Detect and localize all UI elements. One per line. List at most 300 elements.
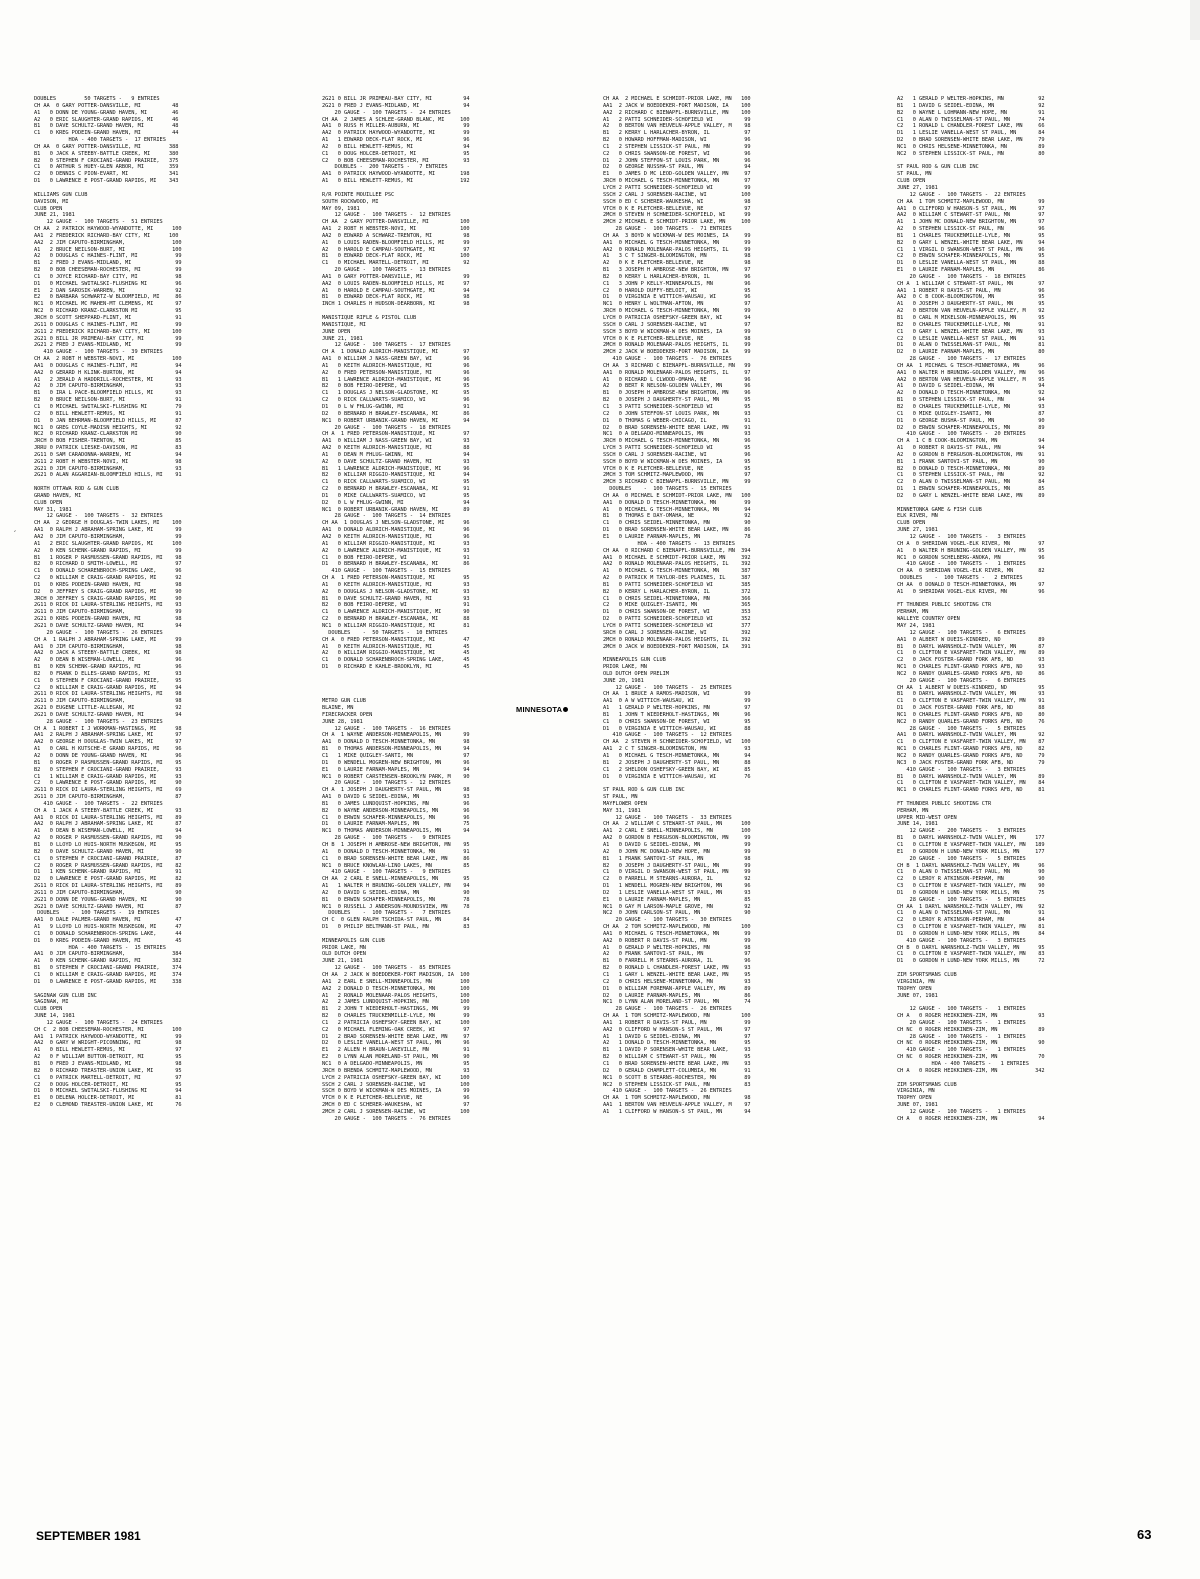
result-line: D1 0 JAN BEHRMAN-BLOOMFIELD HILLS, MI 87 bbox=[34, 417, 182, 424]
result-line: CH AA 2 JACK W BOEDDEKER-FORT MADISON, IA 100 bbox=[322, 972, 470, 978]
result-line: A2 0 K E PLETCHER-BELLEVUE, NE 98 bbox=[603, 260, 751, 267]
result-line: C1 0 WILLIAM E CRAIG-GRAND RAPIDS, MI 374 bbox=[34, 972, 182, 978]
results-column-3 bbox=[603, 96, 873, 1536]
result-line: C2 0 RICK CALLWARTS-SUAMICO, WI 96 bbox=[322, 397, 470, 404]
result-line: A1 0 DONN DE YOUNG-GRAND HAVEN, MI 46 bbox=[34, 109, 179, 116]
result-line: AA1 0 DONALD D TESCH-MINNETONKA, MN 99 bbox=[603, 499, 751, 506]
result-line: FIRECRACKER OPEN bbox=[322, 711, 373, 718]
result-line: FT THUNDER PUBLIC SHOOTING CTR bbox=[897, 800, 992, 807]
result-line: 28 GAUGE - 100 TARGETS - 26 ENTRIES bbox=[603, 1006, 732, 1013]
result-line: JRCH 0 MICHAEL G TESCH-MINNETONKA, MN 97 bbox=[603, 178, 751, 185]
result-line: A1 0 DAVID G SEIDEL-EDINA, MN 94 bbox=[897, 383, 1045, 390]
state-tag-label: MINNESOTA bbox=[516, 705, 563, 714]
result-line: B1 0 DARYL WARNSHOLZ-TWIN VALLEY, MN 87 bbox=[897, 643, 1045, 650]
result-line: B1 1 DAVID P SORENSEN-WHITE BEAR LAKE, 93 bbox=[603, 1047, 751, 1054]
result-line: NC1 0 MICHAEL MC MAHEN-MT CLEMENS, MI 97 bbox=[34, 301, 182, 308]
result-line: TROPHY OPEN bbox=[897, 985, 932, 992]
result-line: PRIOR LAKE, MN bbox=[322, 944, 366, 951]
result-line: B1 3 JOSEPH H AMBROSE-NEW BRIGHTON, MN 97 bbox=[603, 267, 751, 274]
result-line: CH AA 0 SHERIDAN VOGEL-ELK RIVER, MN 82 bbox=[897, 568, 1045, 575]
result-line bbox=[897, 999, 1167, 1006]
result-line: B1 0 JOSEPH H AMBROSE-NEW BRIGHTON, MN 96 bbox=[603, 390, 751, 397]
result-line: CH B 1 DARYL WARNSHOLZ-TWIN VALLEY, MN 96 bbox=[897, 862, 1045, 869]
result-line: CH A 1 C B COOK-BLOOMINGTON, MN 94 bbox=[897, 438, 1045, 445]
result-line: 2G21 0 KREG PODEIN-GRAND HAVEN, MI 98 bbox=[34, 616, 182, 623]
result-line: NC1 0 GORDON SCHELBERG-ANOKA, MN 96 bbox=[897, 554, 1045, 561]
result-line: AA1 2 FREDERICK RICHARD-BAY CITY, MI 100 bbox=[34, 232, 179, 239]
result-line: B2 0 BOB FEIRO-DEPERE, WI 95 bbox=[322, 383, 470, 390]
result-line: AA1 0 WILLIAM J NASS-GREEN BAY, WI 96 bbox=[322, 356, 470, 363]
result-line: SSCH 0 CARL J SORENSEN-RACINE, WI 96 bbox=[603, 451, 751, 458]
result-line: 20 GAUGE - 100 TARGETS - 13 ENTRIES bbox=[322, 267, 451, 274]
result-line: 2G11 0 RICK DI LAURA-STERLING HEIGHTS, MI 98 bbox=[34, 691, 182, 698]
result-line: ST PAUL, MN bbox=[897, 171, 932, 178]
result-line: C1 0 ALAN O TWISSELMAN-ST PAUL, MN 90 bbox=[897, 869, 1045, 876]
result-line bbox=[322, 685, 592, 692]
result-line: CH AA 2 TOM SCHMITZ-MAPLEWOOD, MN 100 bbox=[603, 924, 751, 931]
result-line: D1 0 VIRGINIA E WITTICH-WAUSAU, WI 96 bbox=[603, 294, 751, 301]
result-line: BLAINE, MN bbox=[322, 705, 354, 712]
result-line: NC1 0 A DELGADO-MINNEAPOLIS, MN 95 bbox=[322, 1060, 470, 1067]
result-line: D1 0 GORDON H LUND-NEW YORK MILLS, MN 75 bbox=[897, 889, 1045, 896]
result-line: AA1 0 MICHAEL G TESCH-MINNETONKA, MN 99 bbox=[603, 930, 751, 937]
result-line: JUNE 14, 1981 bbox=[897, 821, 938, 828]
result-line: A2 0 WILLIAM RIGGIO-MANISTIQUE, MI 45 bbox=[322, 650, 470, 657]
result-line: B1 0 EDWARD DECK-FLAT ROCK, MI 98 bbox=[322, 294, 470, 301]
result-line: B1 0 DAVE SCHULTZ-GRAND HAVEN, MI 93 bbox=[322, 595, 470, 602]
result-line: 20 GAUGE - 100 TARGETS - 30 ENTRIES bbox=[603, 917, 732, 924]
result-line: C2 0 ALAN O TWISSELMAN-ST PAUL, MN 84 bbox=[897, 479, 1045, 486]
result-line: A2 0 ERIC SLAUGHTER-GRAND RAPIDS, MI 46 bbox=[34, 116, 179, 123]
result-line: D1 0 BRAD SORENSEN-WHITE BEAR LAKE, MN 86 bbox=[603, 527, 751, 534]
result-line: C1 0 GARY L WENZEL-WHITE BEAR LAKE, MN 93 bbox=[897, 328, 1045, 335]
result-line: B1 2 KERRY L HARLACHER-BYRON, IL 97 bbox=[603, 130, 751, 137]
result-line: B1 0 LLOYD LO HUIS-NORTH MUSKEGON, MI 95 bbox=[34, 841, 182, 848]
result-line: MINNEAPOLIS GUN CLUB bbox=[603, 657, 666, 664]
result-line: 28 GAUGE - 100 TARGETS - 5 ENTRIES bbox=[897, 725, 1026, 732]
result-line: A1 0 HAROLD E CAMPAU-SOUTHGATE, MI 94 bbox=[322, 287, 470, 294]
result-line: NC1 0 ROBERT URBANIK-GRAND HAVEN, MI 89 bbox=[322, 506, 470, 513]
result-line: PERHAM, MN bbox=[897, 807, 929, 814]
result-line: A1 0 WALTER H BRUNING-GOLDEN VALLEY, MN 95 bbox=[897, 547, 1045, 554]
result-line: AA1 2 CARL E SNELL-MINNEAPOLIS, MN 100 bbox=[603, 828, 751, 835]
result-line: CH A 0 SHERIDAN VOGEL-ELK RIVER, MN 97 bbox=[897, 540, 1045, 547]
result-line: ST PAUL, MN bbox=[603, 794, 638, 801]
result-line: 2G21 0 DAVE SCHULTZ-GRAND HAVEN, MI 94 bbox=[34, 622, 182, 629]
result-line: A2 0 FRANK SANTOVI-ST PAUL, MN 97 bbox=[603, 951, 751, 958]
result-line: 28 GAUGE - 100 TARGETS - 71 ENTRIES bbox=[603, 226, 732, 233]
result-line: B2 0 CHARLES TRUCKENMILLE-LYLE, MN 93 bbox=[897, 403, 1045, 410]
result-line bbox=[897, 794, 1167, 801]
result-line: B2 0 KERRY L HARLACHER-BYRON, IL 372 bbox=[603, 588, 751, 595]
result-line: AA1 2 RALPH J ABRAHAM-SPRING LAKE, MI 97 bbox=[34, 732, 182, 739]
result-line: A2 0 KEN SCHENK-GRAND RAPIDS, MI 99 bbox=[34, 547, 182, 554]
result-line: AA2 0 KEITH ALDRICH-MANISTIQUE, MI 96 bbox=[322, 534, 470, 540]
result-line: C2 0 CHRIS HELSENE-MINNETONKA, MN 93 bbox=[603, 978, 751, 985]
result-line bbox=[603, 780, 873, 787]
result-line: CH AA 2 GARY POTTER-DANSVILLE, MI 100 bbox=[322, 219, 470, 226]
result-line: AA2 0 PATRICK HAYWOOD-WYANDOTTE, MI 99 bbox=[322, 130, 470, 137]
result-line: 12 GAUGE - 100 TARGETS - 51 ENTRIES bbox=[34, 219, 163, 226]
result-line: JUNE 28, 1981 bbox=[322, 718, 363, 725]
result-line: NC2 0 RICHARD KRANZ-CLARKSTON MI 95 bbox=[34, 308, 182, 315]
result-line: NC1 0 CHARLES FLINT-GRAND FORKS AFB, ND 81 bbox=[897, 787, 1045, 794]
result-line: VTCH 0 K E PLETCHER-BELLEVUE, NE 96 bbox=[322, 1095, 470, 1102]
result-line: B1 0 DAVE SCHULTZ-GRAND HAVEN, MI 48 bbox=[34, 123, 179, 130]
result-line: LYCH 0 PATRICIA OSHEFSKY-GREEN BAY, WI 94 bbox=[603, 315, 751, 321]
result-line: JUNE 07, 1981 bbox=[897, 992, 938, 999]
result-line: A2 0 DEAN B WISEMAN-LOWELL, MI 96 bbox=[34, 657, 182, 664]
result-line: HOA - 400 TARGETS - 15 ENTRIES bbox=[34, 944, 166, 951]
result-line: B2 0 JOSEPH J DAUGHERTY-ST PAUL, MN 99 bbox=[603, 862, 751, 869]
result-line: D1 0 WENDELL MOGREN-NEW BRIGHTON, MN 96 bbox=[322, 759, 470, 766]
result-line: JRCH 0 MICHAEL G TESCH-MINNETONKA, MN 99 bbox=[603, 308, 751, 315]
results-column-4 bbox=[897, 96, 1167, 1536]
result-line: NC1 0 THOMAS ANDERSON-MINNEAPOLIS, MN 94 bbox=[322, 828, 470, 835]
result-line: 28 GAUGE - 100 TARGETS - 5 ENTRIES bbox=[897, 896, 1026, 903]
result-line: 2MCH 2 CARL J SORENSEN-RACINE, WI 100 bbox=[322, 1108, 470, 1115]
result-line: 2G21 0 DAVE SCHULTZ-GRAND HAVEN, MI 94 bbox=[34, 711, 182, 718]
result-line: 12 GAUGE - 100 TARGETS - 1 ENTRIES bbox=[897, 1006, 1026, 1013]
result-line: 2MCH 0 RONALD MOLENAAR-PALOS HEIGHTS, IL 392 bbox=[603, 636, 751, 643]
result-line: AA2 2 JIM CAPUTO-BIRMINGHAM, 100 bbox=[34, 239, 182, 246]
result-line: B2 0 WAYNE ANDERSON-MINNEAPOLIS, MN 96 bbox=[322, 807, 470, 814]
result-line: B1 1 LAWRENCE ALDRICH-MANISTIQUE, MI 96 bbox=[322, 465, 470, 472]
result-line: AA2 0 C B COOK-BLOOMINGTON, MN 95 bbox=[897, 294, 1045, 301]
result-line: SRCH 0 CARL J SORENSEN-RACINE, WI 392 bbox=[603, 629, 751, 636]
result-line: AA2 0 JIM CAPUTO-BIRMINGHAM, 99 bbox=[34, 534, 182, 540]
result-line: JUNE 14, 1981 bbox=[34, 1013, 75, 1020]
result-line: B2 0 RICHARD TREASTER-UNION LAKE, MI 95 bbox=[34, 1067, 182, 1074]
result-line: A2 0 FRED PETERSON-MANISTIQUE, MI 96 bbox=[322, 369, 470, 376]
result-line: C1 0 CLIFTON E VASFARET-TWIN VALLEY, MN 91 bbox=[897, 698, 1045, 705]
result-line: A2 0 BERT R NELSON-GOLDEN VALLEY, MN 96 bbox=[603, 383, 751, 390]
result-line: A2 0 PATRICK M TAYLOR-DES PLAINES, IL 387 bbox=[603, 575, 751, 582]
result-line: NC1 0 RUSSELL J ANDERSON-MOUNDSVIEW, MN 78 bbox=[322, 903, 470, 910]
result-line: C2 0 ROGER P RASMUSSEN-GRAND RAPIDS, MI 82 bbox=[34, 862, 182, 869]
result-line: 28 GAUGE - 100 TARGETS - 14 ENTRIES bbox=[322, 513, 451, 520]
result-line: JRCH 0 BOB FISHER-TRENTON, MI 85 bbox=[34, 438, 182, 445]
result-line: A2 0 BERTON VAN HEUVELN-APPLE VALLEY, M 98 bbox=[603, 123, 751, 130]
result-line: A1 0 CARL H KUTSCHE-E GRAND RAPIDS, MI 96 bbox=[34, 746, 182, 753]
result-line: B2 0 CHARLES TRUCKENMILLE-LYLE, MN 91 bbox=[897, 321, 1045, 328]
result-line: MINNEAPOLIS GUN CLUB bbox=[322, 937, 385, 944]
result-line bbox=[603, 650, 873, 657]
result-line: AA2 2 RICHARD C BIENAPFL-BURNSVILLE, MN 100 bbox=[603, 109, 751, 116]
result-line: MANISTIQUE RIFLE & PISTOL CLUB bbox=[322, 315, 417, 321]
result-line: CH B 1 JOSEPH H AMBROSE-NEW BRIGHTON, MN 95 bbox=[322, 841, 470, 848]
result-line: 2G11 0 JIM CAPUTO-BIRMINGHAM, 87 bbox=[34, 794, 182, 801]
result-line: HOA - 400 TARGETS - 17 ENTRIES bbox=[34, 137, 166, 144]
result-line: JRCH 0 JEFFREY S CRAIG-GRAND RAPIDS, MI 90 bbox=[34, 595, 182, 602]
result-line: JUNE 07, 1981 bbox=[897, 1102, 938, 1109]
result-line: NC1 0 GAY M LARSON-MAPLE GROVE, MN 92 bbox=[603, 903, 751, 910]
result-line: 2G21 0 JIM CAPUTO-BIRMINGHAM, 93 bbox=[34, 465, 182, 472]
result-line: MANISTIQUE, MI bbox=[322, 321, 366, 328]
result-line: AA1 0 JIM CAPUTO-BIRMINGHAM, 384 bbox=[34, 951, 182, 958]
result-line: AA2 0 EDWARD A SCHWARZ-TRENTON, MI 98 bbox=[322, 232, 470, 239]
result-line: 20 GAUGE - 100 TARGETS - 1 ENTRIES bbox=[897, 1019, 1026, 1026]
result-line: ZIM SPORTSMANS CLUB bbox=[897, 1081, 957, 1088]
result-line: AA2 0 BERTON VAN HEUVELN-APPLE VALLEY, M 95 bbox=[897, 376, 1045, 383]
result-line: B1 0 ROGER P RASMUSSEN-GRAND RAPIDS, MI 95 bbox=[34, 759, 182, 766]
result-line: 28 GAUGE - 100 TARGETS - 23 ENTRIES bbox=[34, 718, 163, 725]
result-line: 12 GAUGE - 100 TARGETS - 12 ENTRIES bbox=[322, 212, 451, 219]
results-column-2 bbox=[322, 96, 592, 1536]
result-line: NC1 0 SCOTT B STEARNS-ROCHESTER, MN 89 bbox=[603, 1074, 751, 1081]
result-line: C1 2 STEPHEN LISSICK-ST PAUL, MN 99 bbox=[603, 143, 751, 150]
result-line: AA1 0 CLIFFORD W HANSON-S ST PAUL, MN 97 bbox=[897, 205, 1045, 212]
result-line: PRIOR LAKE, MN bbox=[603, 664, 647, 671]
result-line: 12 GAUGE - 100 TARGETS - 32 ENTRIES bbox=[34, 513, 163, 520]
result-line: CH AA 2 WILLIAM C STEWART-ST PAUL, MN 100 bbox=[603, 821, 751, 828]
result-line: JUNE 20, 1981 bbox=[603, 677, 644, 684]
result-line: A1 0 MICHAEL G TESCH-MINNETONKA, MN 387 bbox=[603, 568, 751, 575]
result-line: B2 0 RICHARD D SMITH-LOWELL, MI 97 bbox=[34, 561, 182, 568]
result-line: SAGINAW, MI bbox=[34, 999, 69, 1006]
result-line: AA1 2 ROBT H WEBSTER-NOVI, MI 100 bbox=[322, 226, 470, 233]
result-line: C1 0 DONALD SCHARENBROCH-SPRING LAKE, 44 bbox=[34, 930, 182, 937]
result-line: A1 0 MICHAEL G TESCH-MINNETONKA, MN 94 bbox=[603, 506, 751, 513]
result-line: 2MCH 2 MICHAEL E SCHMIDT-PRIOR LAKE, MN 100 bbox=[603, 219, 751, 226]
result-line: C1 2 SHELDON OSHEFSKY-GREEN BAY, WI 85 bbox=[603, 766, 751, 773]
result-line: CH NC 0 ROGER HEIKKINEN-ZIM, MN 70 bbox=[897, 1054, 1045, 1061]
result-line: A1 0 BILL HEWLETT-REMUS, MI 192 bbox=[322, 178, 470, 185]
result-line: B1 2 JOHN T WIEDERHOLT-HASTINGS, MN 99 bbox=[322, 1006, 470, 1013]
result-line: CH AA 2 STEVEN H SCHNEIDER-SCHOFIELD, WI 100 bbox=[603, 739, 751, 746]
result-line: SSCH 2 CARL J SORENSEN-RACINE, WI 100 bbox=[603, 191, 751, 198]
result-line: 2G11 0 JIM CAPUTO-BIRMINGHAM, 90 bbox=[34, 889, 182, 896]
result-line: WALLEYE COUNTRY OPEN bbox=[897, 616, 960, 623]
results-column-1 bbox=[34, 96, 304, 1536]
result-line bbox=[34, 479, 304, 486]
result-line: D1 0 GORDON H LUND-NEW YORK MILLS, MN 72 bbox=[897, 958, 1045, 965]
result-line: 410 GAUGE - 100 TARGETS - 15 ENTRIES bbox=[322, 568, 451, 575]
result-line: CH AA 1 TOM SCHMITZ-MAPLEWOOD, MN 99 bbox=[897, 198, 1045, 205]
result-line: 2G21 0 EUGENE LITTLE-ALLEGAN, MI 92 bbox=[34, 705, 182, 712]
result-line: NC1 0 CHARLES FLINT-GRAND FORKS AFB, ND 82 bbox=[897, 746, 1045, 753]
result-line: AA1 0 GARY POTTER-DANSVILLE, MI 99 bbox=[322, 273, 470, 280]
result-line: B1 1 DAVID G SEIDEL-EDINA, MN 92 bbox=[897, 102, 1045, 109]
result-line: D1 0 BERNARD H BRAWLEY-ESCANABA, MI 86 bbox=[322, 561, 470, 568]
result-line: D2 0 GARY L WENZEL-WHITE BEAR LAKE, MN 89 bbox=[897, 492, 1045, 499]
result-line bbox=[322, 185, 592, 192]
result-line: A1 0 LOUIS RADEN-BLOOMFIELD HILLS, MI 99 bbox=[322, 239, 470, 246]
result-line: C2 0 MIKE QUIGLEY-ISANTI, MN 365 bbox=[603, 602, 751, 609]
result-line: C1 0 CHRIS SEIDEL-MINNETONKA, MN 366 bbox=[603, 595, 751, 602]
result-line: 28 GAUGE - 100 TARGETS - 1 ENTRIES bbox=[897, 1033, 1026, 1040]
result-line: A1 0 RICHARD L CLWOOD-OMAHA, NE 96 bbox=[603, 376, 751, 383]
result-line: D1 0 THOMAS G WEBER-CHICAGO, IL 91 bbox=[603, 417, 751, 424]
result-line: C2 0 FARRELL M STEARNS-AURORA, IL 92 bbox=[603, 876, 751, 883]
scan-edge-shadow bbox=[1190, 0, 1200, 40]
result-line: E2 0 BARBARA SCHWARTZ-W BLOOMFIELD, MI 86 bbox=[34, 294, 182, 301]
result-line: C1 0 ALAN O TWISSELMAN-ST PAUL, MN 74 bbox=[897, 116, 1045, 123]
result-line: C1 0 DONALD SCHARENBROCH-SPRING LAKE, 45 bbox=[322, 657, 470, 664]
result-line: SSCH 2 CARL J SORENSEN-RACINE, WI 100 bbox=[322, 1081, 470, 1088]
result-line: DOUBLES 50 TARGETS - 9 ENTRIES bbox=[34, 96, 160, 102]
result-line: B1 0 DARYL WARNSHOLZ-TWIN VALLEY, MN 177 bbox=[897, 835, 1045, 842]
result-line: A2 0 JOHN MC DONALD-NEW HOPE, MN 99 bbox=[603, 848, 751, 855]
result-line: B1 0 JACK A STEEBY-BATTLE CREEK, MI 380 bbox=[34, 150, 179, 157]
result-line: 410 GAUGE - 100 TARGETS - 76 ENTRIES bbox=[603, 356, 732, 363]
result-line: CLUB OPEN bbox=[897, 520, 926, 527]
result-line: D1 0 LAWRENCE E POST-GRAND RAPIDS, MI 343 bbox=[34, 178, 179, 185]
result-line bbox=[34, 986, 304, 993]
result-line bbox=[322, 931, 592, 938]
result-line bbox=[322, 671, 592, 678]
result-line: A1 0 WILLIAM RIGGIO-MANISTIQUE, MI 93 bbox=[322, 540, 470, 547]
result-line: D1 0 LAURIE FARNAM-MAPLES, MN 75 bbox=[322, 821, 470, 828]
result-line: CLUB OPEN bbox=[897, 178, 926, 185]
result-line: B2 0 BOB FEIRO-DEPERE, WI 91 bbox=[322, 602, 470, 609]
result-line: A1 2 BRUCE NEILSON-BURT, MI 100 bbox=[34, 246, 182, 253]
result-line: B1 0 PATTI SCHNEIDER-SCHOFIELD WI 385 bbox=[603, 581, 751, 588]
result-line: AA2 0 WILLIAM C STEWART-ST PAUL, MN 97 bbox=[897, 212, 1045, 219]
result-line: AA1 0 RUSS H MILLER-AUBURN, MI 99 bbox=[322, 123, 470, 130]
result-line: C1 1 GARY L WENZEL-WHITE BEAR LAKE, MN 95 bbox=[603, 972, 751, 978]
result-line: NC2 0 RANDY QUARLES-GRAND FORKS AFB, ND 86 bbox=[897, 670, 1045, 677]
result-line: CLUB OPEN bbox=[34, 205, 63, 212]
result-line: A1 2 RONALD MOLENAAR-PALOS HEIGHTS, 100 bbox=[322, 992, 470, 999]
result-line: A1 0 KEITH ALDRICH-MANISTIQUE, MI 45 bbox=[322, 643, 470, 650]
result-line: 2MCH 3 TOM SCHMITZ-MAPLEWOOD, MN 97 bbox=[603, 472, 751, 479]
result-line: AA1 0 DALE PALMER-GRAND HAVEN, MI 47 bbox=[34, 917, 182, 924]
result-line: E1 2 DAN SAROSIK-WARREN, MI 92 bbox=[34, 287, 182, 294]
result-line: ZIM SPORTSMANS CLUB bbox=[897, 972, 957, 978]
result-line: AA2 0 RONALD MOLENAAR-PALOS HEIGHTS, IL 99 bbox=[603, 246, 751, 253]
result-line: D1 2 JOHN STEFFON-ST LOUIS PARK, MN 96 bbox=[603, 157, 751, 164]
result-line: C1 0 BRAD SORENSEN-WHITE BEAR LAKE, MN 86 bbox=[322, 855, 470, 862]
result-line: C2 0 BERNARD H BRAWLEY-ESCANABA, MI 91 bbox=[322, 486, 470, 493]
result-line: B1 2 FRED J EVANS-MIDLAND, MI 99 bbox=[34, 260, 182, 267]
result-line: D2 0 L W FHLUG-GWINN, MI 94 bbox=[322, 499, 470, 506]
result-line: CH AA 2 ROBT H WEBSTER-NOVI, MI 100 bbox=[34, 356, 182, 363]
result-line: D1 1 KEN SCHENK-GRAND RAPIDS, MI 91 bbox=[34, 869, 182, 876]
result-line: E1 2 ALLEN H BRAUN-LAKEVILLE, MN 91 bbox=[322, 1047, 470, 1054]
result-line: AA1 0 DONALD D TESCH-MINNETONKA, MN 98 bbox=[322, 739, 470, 746]
result-line: C1 0 CLIFTON E VASFARET-TWIN VALLEY, MN 87 bbox=[897, 739, 1045, 746]
result-line: 2MCH 0 JACK W BOEDDEKER-FORT MADISON, IA 391 bbox=[603, 643, 751, 650]
result-line: AA1 0 WALTER H BRUNING-GOLDEN VALLEY, MN 96 bbox=[897, 369, 1045, 376]
result-line: A2 0 F WILLIAM BUTTON-DETROIT, MI 95 bbox=[34, 1054, 182, 1061]
result-line: CH A 1 WILLIAM C STEWART-ST PAUL, MN 97 bbox=[897, 280, 1045, 287]
result-line: NC1 0 WILLIAM RIGGIO-MANISTIQUE, MI 81 bbox=[322, 622, 470, 629]
result-line: B1 1 FRANK SANTOVI-ST PAUL, MN 90 bbox=[897, 458, 1045, 465]
result-line: D2 0 BRAD SORENSEN-WHITE BEAR LAKE, MN 91 bbox=[603, 424, 751, 431]
result-line: AA2 0 ROBERT R DAVIS-ST PAUL, MN 99 bbox=[603, 937, 751, 944]
result-line: 2MCH 0 RONALD MOLENAAR-PALOS HEIGHTS, IL 99 bbox=[603, 342, 751, 349]
result-line: A1 1 GERALD P WELTER-HOPKINS, MN 97 bbox=[603, 705, 751, 712]
result-line: B1 1 CHARLES TRUCKENMILLE-LYLE, MN 95 bbox=[897, 232, 1045, 239]
result-line: NC2 0 JOHN CARLSON-ST PAUL, MN 90 bbox=[603, 910, 751, 917]
result-line: D2 0 LAURIE FARNAM-MAPLES, MN 86 bbox=[603, 992, 751, 999]
result-line: AA1 1 BERTON VAN HEUVELN-APPLE VALLEY, M 97 bbox=[603, 1102, 751, 1109]
result-line: B1 0 THOMAS ANDERSON-MINNEAPOLIS, MN 94 bbox=[322, 746, 470, 753]
result-line: DOUBLES - 200 TARGETS - 7 ENTRIES bbox=[322, 164, 448, 171]
result-line: A2 0 DONN DE YOUNG-GRAND HAVEN, MI 96 bbox=[34, 753, 182, 759]
result-line: 2G11 0 RICK DI LAURA-STERLING HEIGHTS, MI 89 bbox=[34, 883, 182, 890]
result-line: SSCH 0 BOYD W WICKMAN-W DES MOINES, IA 95 bbox=[603, 458, 751, 465]
result-line: SOUTH ROCKWOOD, MI bbox=[322, 198, 379, 205]
result-line: DOUBLES - 100 TARGETS - 7 ENTRIES bbox=[322, 910, 451, 917]
result-line: E2 0 CLEMOND TREASTER-UNION LAKE, MI 76 bbox=[34, 1102, 182, 1109]
result-line: B2 0 DONALD D TESCH-MINNETONKA, MN 89 bbox=[897, 465, 1045, 472]
result-line: B2 0 STEPHEN F CROCIANI-GRAND PRAIRIE, 375 bbox=[34, 157, 179, 164]
result-line: AA2 2 DONALD D TESCH-MINNETONKA, MN 100 bbox=[322, 985, 470, 992]
result-line bbox=[897, 965, 1167, 972]
result-line: 12 GAUGE - 100 TARGETS - 25 ENTRIES bbox=[603, 684, 732, 691]
result-line: JUNE 21, 1981 bbox=[322, 335, 363, 342]
result-line: C1 0 MIKE QUIGLEY-ISANTI, MN 87 bbox=[897, 410, 1045, 417]
result-line: NC2 0 RANDY QUARLES-GRAND FORKS AFB, ND 76 bbox=[897, 718, 1045, 725]
result-line: AA1 1 ROBERT R DAVIS-ST PAUL, MN 96 bbox=[897, 287, 1045, 294]
result-line: B1 0 STEPHEN F CROCIANI-GRAND PRAIRIE, 374 bbox=[34, 965, 182, 972]
result-line: E1 0 LAURIE FARNAM-MAPLES, MN 94 bbox=[322, 766, 470, 773]
result-line: C1 0 CHRIS SWANSON-DE FOREST, WI 95 bbox=[603, 718, 751, 725]
result-line: AA2 0 RALPH J ABRAHAM-SPRING LAKE, MI 87 bbox=[34, 821, 182, 828]
result-line: D2 0 GEORGE NUSSHA-ST PAUL, MN 94 bbox=[603, 164, 751, 171]
result-line: D2 0 LAURIE FARNAM-MAPLES, MN 80 bbox=[897, 349, 1045, 356]
result-line: ELK RIVER, MN bbox=[897, 513, 938, 520]
result-line: D1 0 KREG PODEIN-GRAND HAVEN, MI 45 bbox=[34, 937, 182, 944]
result-line: C1 0 DONALD SCHARENBROCH-SPRING LAKE, 96 bbox=[34, 568, 182, 575]
result-line: 20 GAUGE - 100 TARGETS - 5 ENTRIES bbox=[897, 855, 1026, 862]
result-line: A2 0 JIM CAPUTO-BIRMINGHAM, 93 bbox=[34, 383, 182, 390]
result-line: CH A 1 FRED PETERSON-MANISTIQUE, MI 97 bbox=[322, 431, 470, 438]
result-line: NC3 0 JACK FOSTER-GRAND FORK AFB, ND 79 bbox=[897, 759, 1045, 766]
result-line: A2 0 LAWRENCE ALDRICH-MANISTIQUE, MI 93 bbox=[322, 547, 470, 554]
result-line: C2 0 BOB CHEESEMAN-ROCHESTER, MI 93 bbox=[322, 157, 470, 164]
result-line: 410 GAUGE - 100 TARGETS - 9 ENTRIES bbox=[322, 869, 451, 876]
result-line: A1 0 MICHAEL G TESCH-MINNETONKA, MN 94 bbox=[603, 753, 751, 759]
result-line: B1 0 FARRELL M STEARNS-AURORA, IL 96 bbox=[603, 958, 751, 965]
result-line: A1 2 ERIC SLAUGHTER-GRAND RAPIDS, MI 100 bbox=[34, 540, 182, 547]
result-line: 2MCH 3 RICHARD C BIENAPFL-BURNSVILLE, MN 99 bbox=[603, 479, 751, 486]
result-line: 12 GAUGE - 100 TARGETS - 16 ENTRIES bbox=[322, 725, 451, 732]
result-line: R/R POINTE MOUILLEE PSC bbox=[322, 191, 395, 198]
result-line: B2 0 BOB CHEESEMAN-ROCHESTER, MI 99 bbox=[34, 267, 182, 274]
result-line: C3 0 CLIFTON E VASFARET-TWIN VALLEY, MN 81 bbox=[897, 924, 1045, 931]
result-line: B1 0 DARYL WARNSHOLZ-TWIN VALLEY, MN 89 bbox=[897, 773, 1045, 780]
result-line: VTCH 0 K E PLETCHER-BELLEVUE, NE 97 bbox=[603, 205, 751, 212]
result-line: D1 0 GEORGE BUSHA-ST PAUL, MN 90 bbox=[897, 417, 1045, 424]
result-line: AA1 0 A W WITTICH-WAUSAU, WI 99 bbox=[603, 698, 751, 705]
result-line: C1 1 WILLIAM E CRAIG-GRAND RAPIDS, MI 93 bbox=[34, 773, 182, 780]
result-line: AA2 0 CLIFFORD W HANSON-S ST PAUL, MN 97 bbox=[603, 1026, 751, 1033]
result-line: CH AA 3 RICHARD C BIENAPFL-BURNSVILLE, MN 99 bbox=[603, 362, 751, 369]
result-line: B1 1 FRANK SANTOVI-ST PAUL, MN 98 bbox=[603, 855, 751, 862]
result-line: 12 GAUGE - 100 TARGETS - 17 ENTRIES bbox=[322, 342, 451, 349]
result-line: NC1 0 CHRIS HELSENE-MINNETONKA, MN 89 bbox=[897, 143, 1045, 150]
result-line: AA1 1 ROBERT R DAVIS-ST PAUL, MN 99 bbox=[603, 1019, 751, 1026]
result-line: OLD DUTCH OPEN bbox=[322, 951, 366, 958]
result-line: JRCH 0 MICHAEL G TESCH-MINNETONKA, MN 96 bbox=[603, 438, 751, 445]
margin-mark: ′ bbox=[14, 530, 17, 540]
result-line: D1 0 MICHAEL SWITALSKI-FLUSHING MI 96 bbox=[34, 280, 182, 287]
result-line: 2G21 0 DAVE SCHULTZ-GRAND HAVEN, MI 87 bbox=[34, 903, 182, 910]
result-line: C2 0 JACK FOSTER-GRAND FORK AFB, ND 93 bbox=[897, 657, 1045, 664]
result-line: DOUBLES - 100 TARGETS - 2 ENTRIES bbox=[897, 575, 1023, 582]
result-line: 2G11 0 SAM CARADONNA-WARREN, MI 94 bbox=[34, 451, 182, 458]
result-line: A1 3 C T SINGER-BLOOMINGTON, MN 98 bbox=[603, 253, 751, 260]
result-line: C2 0 BILL HEWLETT-REMUS, MI 91 bbox=[34, 410, 182, 417]
result-line: C2 0 BERNARD H BRAWLEY-ESCANABA, MI 88 bbox=[322, 616, 470, 623]
result-line: B1 0 DARYL WARNSHOLZ-TWIN VALLEY, MN 93 bbox=[897, 691, 1045, 698]
result-line: C2 0 MICHAEL FLEMING-OAK CREEK, WI 97 bbox=[322, 1026, 470, 1033]
result-line: JRRU 0 PATRICK LIESKE-DAVISON, MI 83 bbox=[34, 445, 182, 452]
result-line: B1 0 STEPHEN LISSICK-ST PAUL, MN 94 bbox=[897, 397, 1045, 404]
